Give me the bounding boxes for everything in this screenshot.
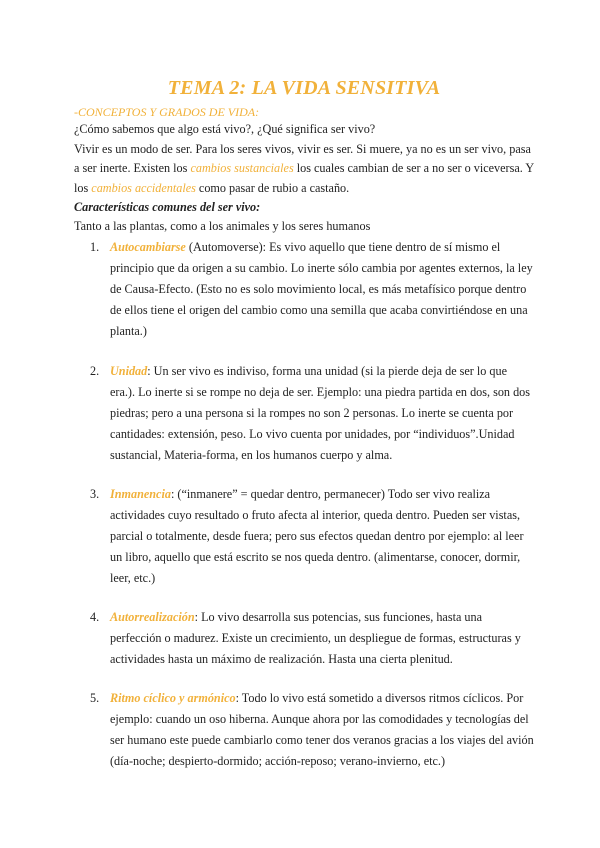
item-term: Ritmo cíclico y armónico bbox=[110, 690, 236, 705]
item-text: (Automoverse): Es vivo aquello que tiene dentro de sí mismo el principio que da origen a su cambio. Lo inerte sólo cambia por agentes externos, la ley de Causa-Efecto. (Esto no es solo movimiento local, es más metafísico porque dentro de ellos tiene el origen del cambio como una semilla que acaba convirtiéndose en una planta.) bbox=[110, 239, 533, 338]
item-number: 3. bbox=[90, 486, 100, 501]
item-text: : Todo lo vivo está sometido a diversos ritmos cíclicos. Por ejemplo: cuando un oso hiberna. Aunque ahora por las comodidades y tecnologías del ser humano este puede cambiarlo como tener dos veranos gracias a los viajes del avión (día-noche; despierto-dormido; acción-reposo; verano-invierno, etc.) bbox=[110, 690, 534, 768]
item-term: Autorrealización bbox=[110, 609, 195, 624]
list-item bbox=[74, 607, 534, 670]
intro-text-c: como pasar de rubio a castaño. bbox=[195, 180, 350, 195]
page-title: TEMA 2: LA VIDA SENSITIVA bbox=[167, 77, 441, 99]
intro-text-b: los cuales cambian de ser a no ser o viceversa. Y los bbox=[74, 161, 534, 195]
intro-paragraph bbox=[74, 140, 534, 199]
item-number: 5. bbox=[90, 690, 100, 705]
item-text: : Lo vivo desarrolla sus potencias, sus funciones, hasta una perfección o madurez. Existe un crecimiento, un despliegue de formas, estructuras y actividades hasta un máximo de realización. Hasta una cierta plenitud. bbox=[110, 609, 521, 666]
item-text: : (“inmanere” = quedar dentro, permanecer) Todo ser vivo realiza actividades cuyo resultado o fruto afecta al interior, queda dentro. Pueden ser vistas, parcial o totalmente, desde fuera; pero sus efectos quedan dentro por ejemplo: al leer un libro, aquello que está escrito se nos queda dentro. (alimentarse, conocer, dormir, leer, etc.) bbox=[110, 486, 524, 585]
section-intro: Tanto a las plantas, como a los animales y los seres humanos bbox=[74, 219, 371, 233]
item-number: 1. bbox=[90, 239, 100, 254]
intro-question: ¿Cómo sabemos que algo está vivo?, ¿Qué significa ser vivo? bbox=[74, 122, 376, 136]
spacer bbox=[74, 670, 534, 688]
characteristics-list bbox=[74, 237, 534, 772]
list-item bbox=[74, 484, 534, 589]
spacer bbox=[74, 342, 534, 361]
document-page bbox=[74, 76, 534, 772]
list-item bbox=[74, 237, 534, 342]
item-term: Unidad bbox=[110, 363, 148, 378]
spacer bbox=[74, 466, 534, 484]
term-cambios-accidentales: cambios accidentales bbox=[91, 180, 196, 195]
spacer bbox=[74, 589, 534, 607]
item-text: : Un ser vivo es indiviso, forma una unidad (si la pierde deja de ser lo que era.). Lo inerte si se rompe no deja de ser. Ejemplo: una piedra partida en dos, son dos piedras; pero a una persona si la rompes no son 2 personas. Lo inerte se cuenta por cantidades: extensión, peso. Lo vivo cuenta por unidades, por “individuos”.Unidad sustancial, Materia-forma, en los humanos cuerpo y alma. bbox=[110, 363, 531, 462]
list-item bbox=[74, 361, 534, 466]
list-item bbox=[74, 688, 534, 772]
intro-text-a: Vivir es un modo de ser. Para los seres vivos, vivir es ser. Si muere, ya no es un ser vivo, pasa a ser inerte. Existen los bbox=[74, 141, 531, 175]
section-subtitle: -CONCEPTOS Y GRADOS DE VIDA: bbox=[74, 105, 260, 119]
item-term: Autocambiarse bbox=[110, 239, 186, 254]
item-term: Inmanencia bbox=[110, 486, 171, 501]
term-cambios-sustanciales: cambios sustanciales bbox=[190, 161, 294, 175]
item-number: 4. bbox=[90, 609, 100, 624]
section-heading: Características comunes del ser vivo: bbox=[74, 200, 261, 214]
item-number: 2. bbox=[90, 363, 100, 378]
